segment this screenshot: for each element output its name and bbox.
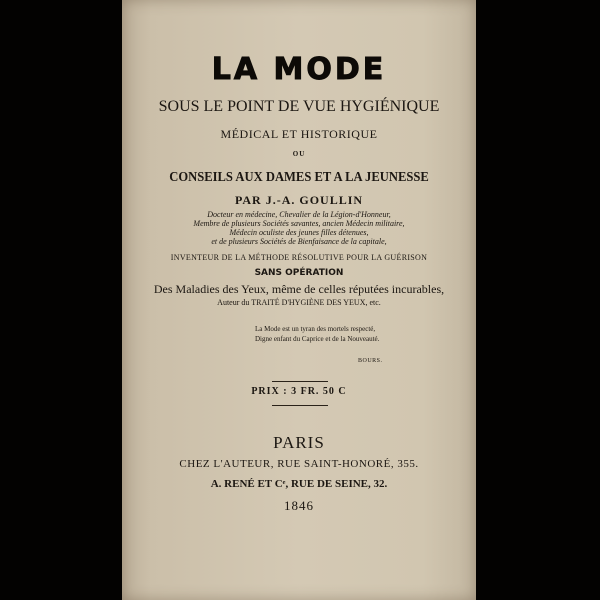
epigraph-line: Digne enfant du Caprice et de la Nouveauté. — [255, 335, 380, 343]
credential-line: Docteur en médecine, Chevalier de la Légion-d'Honneur, — [207, 210, 391, 219]
conjunction: OU — [292, 150, 306, 158]
divider-top — [272, 381, 328, 382]
epigraph — [255, 324, 405, 344]
book-title: LA MODE — [211, 52, 387, 87]
subtitle: SOUS LE POINT DE VUE HYGIÉNIQUE — [158, 98, 440, 115]
subtitle-secondary: MÉDICAL ET HISTORIQUE — [220, 127, 378, 141]
subject-line: CONSEILS AUX DAMES ET A LA JEUNESSE — [169, 170, 429, 185]
author-line: PAR J.-A. GOULLIN — [234, 193, 364, 207]
publisher-line-2: A. RENÉ ET Cᵉ, RUE DE SEINE, 32. — [210, 478, 388, 490]
credential-line: Membre de plusieurs Sociétés savantes, ancien Médecin militaire, — [193, 219, 405, 228]
price-line: PRIX : 3 FR. 50 C — [251, 386, 347, 397]
publisher-line-1: CHEZ L'AUTEUR, RUE SAINT-HONORÉ, 355. — [179, 458, 419, 470]
sans-operation-line: SANS OPÉRATION — [254, 268, 344, 278]
publication-year: 1846 — [284, 498, 314, 513]
inventor-line: INVENTEUR DE LA MÉTHODE RÉSOLUTIVE POUR LA GUÉRISON — [170, 253, 428, 262]
city: PARIS — [273, 433, 325, 452]
author-credentials — [122, 210, 476, 246]
credential-line: Médecin oculiste des jeunes filles détenues, — [229, 228, 369, 237]
credential-line: et de plusieurs Sociétés de Bienfaisance de la capitale, — [211, 237, 387, 246]
maladies-line: Des Maladies des Yeux, même de celles réputées incurables, — [153, 282, 445, 296]
epigraph-attribution: BOURS. — [358, 358, 383, 364]
epigraph-line: La Mode est un tyran des mortels respecté, — [255, 325, 376, 333]
auteur-line: Auteur du TRAITÉ D'HYGIÈNE DES YEUX, etc. — [217, 298, 381, 307]
divider-bottom — [272, 405, 328, 406]
